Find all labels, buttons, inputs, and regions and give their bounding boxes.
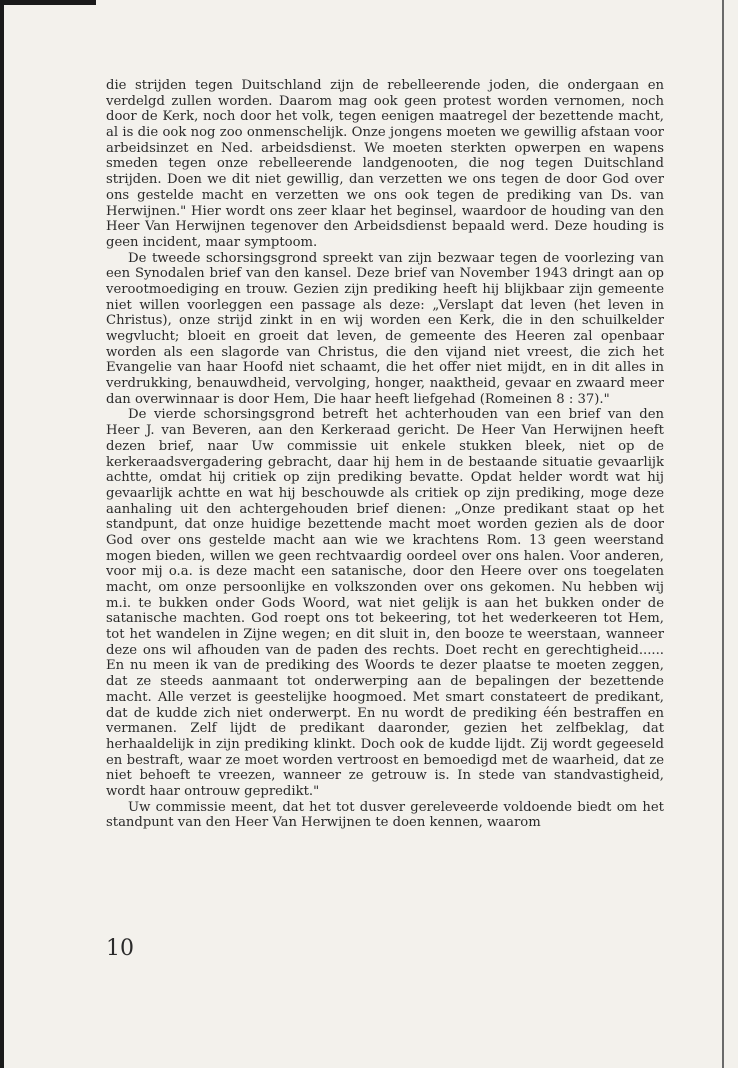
scan-edge-right [722, 0, 724, 1068]
paragraph-2: De tweede schorsingsgrond spreekt van zijn bezwaar tegen de voorlezing van een Synodalen brief van den kansel. Deze brief van November 1943 dringt aan op verootmoediging en trouw. Gezien zijn prediking heeft hij blijkbaar zijn gemeente niet willen voorleggen een passage als deze: „Verslapt dat leven (het leven in Christus), onze strijd zinkt in en wij worden een Kerk, die in den schuilkelder wegvlucht; bloeit en groeit dat leven, de gemeente des Heeren zal openbaar worden als een slagorde van Christus, die den vijand niet vreest, die zich het Evangelie van haar Hoofd niet schaamt, die het offer niet mijdt, en in dit alles in verdrukking, benauwdheid, vervolging, honger, naaktheid, gevaar en zwaard meer dan overwinnaar is door Hem, Die haar heeft liefgehad (Romeinen 8 : 37)." [106, 250, 664, 407]
scan-edge-top [0, 0, 96, 5]
body-text [106, 78, 664, 924]
paragraph-3: De vierde schorsingsgrond betreft het achterhouden van een brief van den Heer J. van Beveren, aan den Kerkeraad gericht. De Heer Van Herwijnen heeft dezen brief, naar Uw commissie uit enkele stukken bleek, niet op de kerkeraadsvergadering gebracht, daar hij hem in de bestaande situatie gevaarlijk achtte, omdat hij critiek op zijn prediking bevatte. Opdat helder wordt wat hij gevaarlijk achtte en wat hij beschouwde als critiek op zijn prediking, moge deze aanhaling uit den achtergehouden brief dienen: „Onze predikant staat op het standpunt, dat onze huidige bezettende macht moet worden gezien als de door God over ons gestelde macht aan wie we krachtens Rom. 13 geen weerstand mogen bieden, willen we geen rechtvaardig oordeel over ons halen. Voor anderen, voor mij o.a. is deze macht een satanische, door den Heere over ons toegelaten macht, om onze persoonlijke en volkszonden over ons gekomen. Nu hebben wij m.i. te bukken onder Gods Woord, wat niet gelijk is aan het bukken onder de satanische machten. God roept ons tot bekeering, tot het wederkeeren tot Hem, tot het wandelen in Zijne wegen; en dit sluit in, den booze te weerstaan, wanneer deze ons wil afhouden van de paden des rechts. Doet recht en gerechtigheid...... En nu meen ik van de prediking des Woords te dezer plaatse te moeten zeggen, dat ze steeds aanmaant tot onderwerping aan de bepalingen der bezettende macht. Alle verzet is geestelijke hoogmoed. Met smart constateert de predikant, dat de kudde zich niet onderwerpt. En nu wordt de prediking één bestraffen en vermanen. Zelf lijdt de predikant daaronder, gezien het zelfbeklag, dat herhaaldelijk in zijn prediking klinkt. Doch ook de kudde lijdt. Zij wordt gegeeseld en bestraft, waar ze moet worden vertroost en bemoedigd met de waarheid, dat ze niet behoeft te vreezen, wanneer ze getrouw is. In stede van standvastigheid, wordt haar ontrouw gepredikt." [106, 407, 664, 799]
scan-edge-left [0, 0, 4, 1068]
paragraph-4: Uw commissie meent, dat het tot dusver gereleveerde voldoende biedt om het standpunt van den Heer Van Herwijnen te doen kennen, waarom [106, 799, 664, 831]
page-number: 10 [106, 936, 134, 961]
paragraph-1: die strijden tegen Duitschland zijn de rebelleerende joden, die ondergaan en verdelgd zullen worden. Daarom mag ook geen protest worden vernomen, noch door de Kerk, noch door het volk, tegen eenigen maatregel der bezettende macht, al is die ook nog zoo onmenschelijk. Onze jongens moeten we gewillig afstaan voor arbeidsinzet en Ned. arbeidsdienst. We moeten sterkten opwerpen en wapens smeden tegen onze rebelleerende landgenooten, die nog tegen Duitschland strijden. Doen we dit niet gewillig, dan verzetten we ons tegen de door God over ons gestelde macht en verzetten we ons ook tegen de prediking van Ds. van Herwijnen." Hier wordt ons zeer klaar het beginsel, waardoor de houding van den Heer Van Herwijnen tegenover den Arbeidsdienst bepaald werd. Deze houding is geen incident, maar symptoom. [106, 78, 664, 250]
